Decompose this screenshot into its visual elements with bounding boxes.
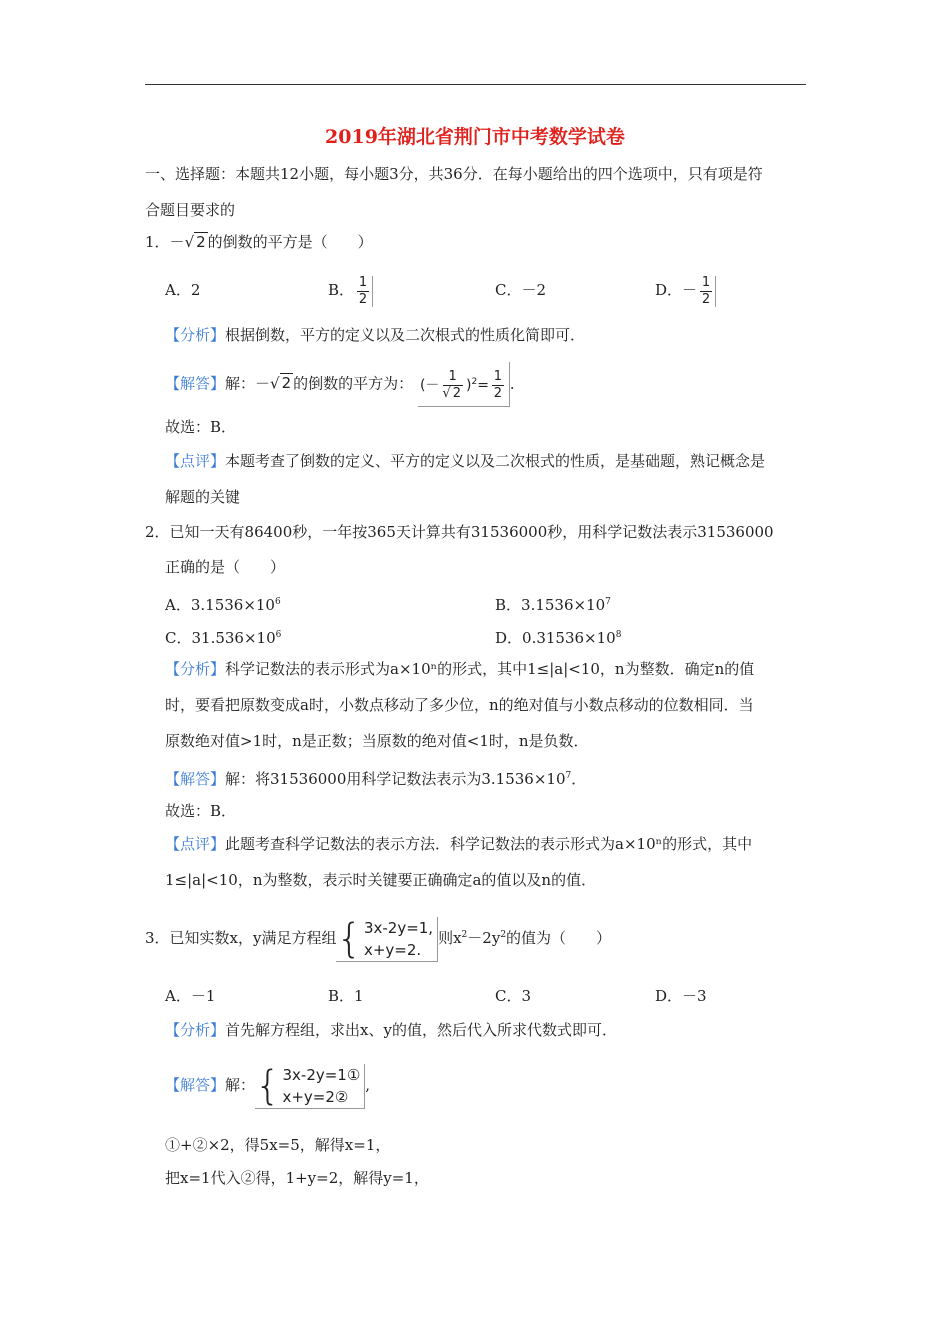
eq-row-1: 3x-2y=1① — [282, 1065, 361, 1084]
answer-tag: 【解答】 — [165, 770, 226, 788]
exp: 6 — [274, 597, 281, 607]
equals: = — [477, 377, 489, 394]
q1-radicand: 2 — [196, 233, 206, 251]
power: 2 — [500, 930, 507, 940]
comma: , — [365, 1076, 371, 1094]
q1-option-a: A．2 — [165, 281, 201, 299]
q2-option-d — [495, 625, 621, 648]
q2-analysis-line2: 时，要看把原数变成a时，小数点移动了多少位，n的绝对值与小数点移动的位数相同．当 — [165, 696, 754, 714]
q2-option-c-text: C．31.536×10 — [165, 629, 276, 647]
q2-analysis-line1: 科学记数法的表示形式为a×10ⁿ的形式，其中1≤|a|<10，n为整数．确定n的值 — [225, 660, 755, 678]
brace-icon: { — [336, 915, 362, 962]
q2-option-a-text: A．3.1536×10 — [165, 596, 275, 614]
q1-answer-pre: 解：－ — [225, 374, 271, 393]
answer-tag: 【解答】 — [165, 1076, 226, 1094]
q1-answer-formula — [418, 362, 510, 407]
frac-num: 1 — [358, 274, 368, 290]
analysis-tag: 【分析】 — [165, 1021, 226, 1039]
paren-open: (－ — [419, 377, 440, 394]
q1-answer-radicand: 2 — [281, 374, 292, 393]
q2-option-d-text: D．0.31536×10 — [495, 629, 616, 647]
q1-neg: － — [169, 233, 185, 251]
q2-stem-line2: 正确的是（ ） — [165, 558, 286, 576]
exp: 8 — [615, 630, 622, 640]
q2-stem-line1: 2．已知一天有86400秒，一年按365天计算共有31536000秒，用科学记数法表示31536000 — [145, 523, 774, 541]
q3-option-c: C．3 — [495, 987, 532, 1005]
q3-stem-mid: －2y — [467, 929, 501, 947]
brace-icon: { — [255, 1062, 281, 1109]
q2-answer — [165, 766, 586, 789]
result-fraction — [489, 370, 507, 401]
analysis-tag: 【分析】 — [165, 326, 226, 344]
q1-choose: 故选：B． — [165, 418, 237, 436]
frac-den-radicand: 2 — [452, 386, 461, 402]
q2-option-a — [165, 592, 281, 615]
frac-num: 1 — [701, 274, 711, 290]
analysis-tag: 【分析】 — [165, 660, 226, 678]
q1-comment — [165, 451, 765, 471]
section-intro-line2: 合题目要求的 — [145, 201, 236, 219]
frac-den: 2 — [493, 386, 503, 402]
eq-row-2: x+y=2② — [282, 1087, 349, 1106]
header-rule — [145, 84, 806, 85]
q3-option-d: D．－3 — [655, 987, 707, 1005]
q1-answer-mid: 的倒数的平方为： — [293, 374, 414, 393]
q1-option-b-label: B． — [328, 281, 355, 299]
comment-tag: 【点评】 — [165, 452, 226, 470]
q3-stem-pre: 3．已知实数x，y满足方程组 — [145, 929, 337, 947]
section-intro-line1: 一、选择题：本题共12小题，每小题3分，共36分．在每小题给出的四个选项中，只有项是符 — [145, 165, 763, 183]
q2-option-b-text: B．3.1536×10 — [495, 596, 606, 614]
power: 2 — [471, 377, 478, 387]
q3-answer-pre: 解： — [225, 1076, 256, 1094]
q3-analysis — [165, 1020, 617, 1040]
q2-answer-text: 解：将31536000用科学记数法表示为3.1536×10 — [225, 770, 566, 788]
q2-choose: 故选：B． — [165, 802, 237, 820]
frac-num: 1 — [448, 369, 457, 385]
eq-row-1: 3x-2y=1, — [363, 918, 434, 937]
power: 2 — [461, 930, 468, 940]
q3-stem-post: 则x — [438, 929, 462, 947]
q3-answer-system — [255, 1064, 365, 1109]
q3-analysis-text: 首先解方程组，求出x、y的值，然后代入所求代数式即可． — [225, 1021, 617, 1039]
frac-den: 2 — [701, 291, 711, 307]
exp: 6 — [275, 630, 282, 640]
eq-row-2: x+y=2. — [363, 940, 422, 959]
q2-comment — [165, 834, 752, 854]
q1-comment-line2: 解题的关键 — [165, 488, 241, 506]
q2-analysis — [165, 659, 754, 679]
q1-option-b — [328, 268, 373, 312]
answer-tag: 【解答】 — [165, 374, 226, 393]
q3-stem-end: 的值为（ ） — [506, 929, 612, 947]
sqrt-symbol: √ 2 — [184, 233, 206, 251]
q1-comment-line1: 本题考查了倒数的定义、平方的定义以及二次根式的性质，是基础题，熟记概念是 — [225, 452, 766, 470]
q3-option-b: B．1 — [328, 987, 364, 1005]
q1-stem — [145, 232, 373, 252]
page-title: 2019年湖北省荆门市中考数学试卷 — [325, 126, 625, 148]
q3-step2: 把x=1代入②得，1+y=2，解得y=1， — [165, 1169, 429, 1187]
q3-option-a: A．－1 — [165, 987, 216, 1005]
q1-answer — [165, 362, 525, 407]
q3-answer — [165, 1056, 370, 1114]
comment-tag: 【点评】 — [165, 835, 226, 853]
q1-option-d-label: D．－ — [655, 281, 698, 299]
q3-step1: ①+②×2，得5x=5，解得x=1， — [165, 1136, 391, 1154]
q3-stem — [145, 906, 611, 967]
q1-option-b-fraction — [354, 276, 373, 307]
sqrt-symbol: √ 2 — [270, 374, 292, 393]
sqrt-symbol: √ 2 — [442, 386, 461, 402]
exp: 7 — [565, 771, 572, 781]
paren-close: ) — [465, 377, 472, 394]
q2-comment-line1: 此题考查科学记数法的表示方法．科学记数法的表示形式为a×10ⁿ的形式，其中 — [225, 835, 753, 853]
period: ． — [509, 374, 525, 393]
q1-number: 1． — [145, 233, 170, 251]
q1-stem-text: 的倒数的平方是（ ） — [207, 233, 373, 251]
q1-option-d — [655, 268, 716, 312]
q1-analysis — [165, 325, 585, 345]
period: ． — [571, 770, 587, 788]
q2-option-c — [165, 625, 281, 648]
q2-option-b — [495, 592, 611, 615]
q3-equation-system — [336, 917, 438, 962]
q1-option-c: C．－2 — [495, 281, 547, 299]
exp: 7 — [605, 597, 611, 607]
q2-analysis-line3: 原数绝对值>1时，n是正数；当原数的绝对值<1时，n是负数． — [165, 732, 589, 750]
formula-fraction — [439, 370, 466, 401]
q2-comment-line2: 1≤|a|<10，n为整数，表示时关键要正确确定a的值以及n的值． — [165, 871, 597, 889]
q1-analysis-text: 根据倒数，平方的定义以及二次根式的性质化简即可． — [225, 326, 586, 344]
frac-den: 2 — [358, 291, 368, 307]
frac-num: 1 — [493, 369, 503, 385]
q1-option-d-fraction — [697, 276, 716, 307]
